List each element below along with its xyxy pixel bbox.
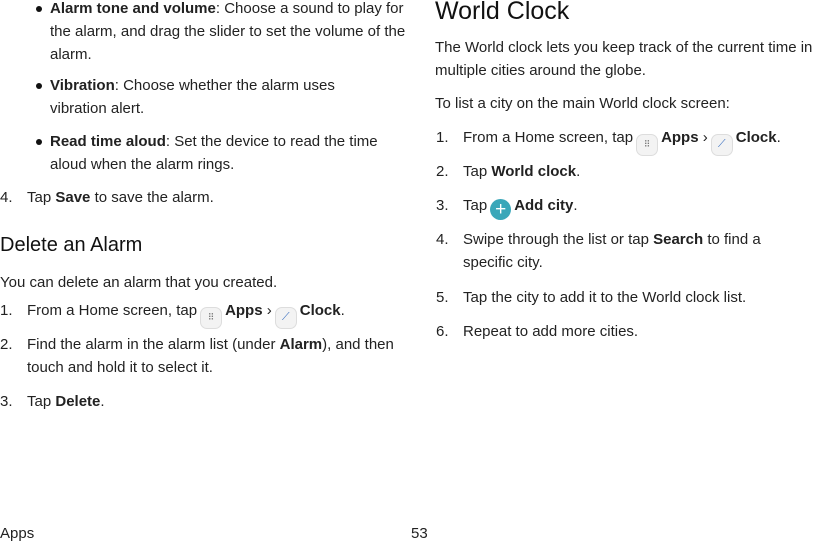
apps-icon: ⠿ — [636, 134, 658, 156]
text: ), and then touch and hold it to select it. — [27, 336, 394, 376]
text: Tap — [27, 189, 56, 206]
text: Tap — [463, 197, 488, 214]
desc: : Choose whether the alarm uses vibration alert. — [50, 77, 335, 117]
wc-step-6 — [436, 320, 638, 343]
bullet-read-time — [50, 130, 410, 176]
step-number: 2. — [436, 163, 449, 180]
text: Find the alarm in the alarm list (under — [27, 336, 280, 353]
delete-step-3 — [0, 390, 105, 413]
wc-step-3 — [436, 194, 578, 220]
desc: : Choose a sound to play for the alarm, and drag the slider to set the volume of the alarm. — [50, 0, 406, 63]
text: Tap the city to add it to the World clock list. — [463, 289, 747, 306]
apps-icon: ⠿ — [200, 307, 222, 329]
clock-icon: ⟋ — [275, 307, 297, 329]
bullet-dot — [36, 139, 42, 145]
bold: Clock — [735, 129, 777, 146]
delete-intro: You can delete an alarm that you created. — [0, 274, 278, 291]
wc-step-1 — [436, 126, 832, 156]
separator: › — [266, 302, 272, 319]
bold: Delete — [55, 393, 101, 410]
world-clock-intro: The World clock lets you keep track of the current time in multiple cities around the globe. — [435, 39, 813, 79]
step-number: 5. — [436, 289, 449, 306]
bold: Alarm — [279, 336, 323, 353]
footer-section: Apps — [0, 525, 35, 542]
text: to find a specific city. — [463, 231, 761, 271]
step-save — [0, 186, 427, 209]
step-number: 3. — [436, 197, 449, 214]
text: Tap — [463, 163, 492, 180]
bold: World clock — [491, 163, 577, 180]
wc-step-5 — [436, 286, 746, 309]
step-number: 3. — [0, 393, 13, 410]
heading-delete-alarm: Delete an Alarm — [0, 234, 143, 256]
add-icon: + — [490, 199, 511, 220]
delete-step-2 — [0, 333, 402, 379]
text: From a Home screen, tap — [463, 129, 634, 146]
bold: Search — [653, 231, 704, 248]
bullet-vibration — [50, 74, 380, 120]
bold: Add city — [514, 197, 574, 214]
wc-step-4 — [436, 228, 808, 274]
step-number: 2. — [0, 336, 13, 353]
bullet-dot — [36, 6, 42, 12]
text: From a Home screen, tap — [27, 302, 198, 319]
world-clock-lead: To list a city on the main World clock screen: — [435, 95, 730, 112]
text: Swipe through the list or tap — [463, 231, 654, 248]
text: . — [573, 197, 578, 214]
wc-step-2 — [436, 160, 580, 183]
bold: Clock — [299, 302, 341, 319]
bold: Apps — [225, 302, 263, 319]
desc: : Set the device to read the time aloud when the alarm rings. — [50, 133, 378, 173]
bullet-alarm-tone — [50, 0, 410, 66]
delete-step-1 — [0, 299, 407, 329]
term: Alarm tone and volume — [50, 0, 216, 17]
step-number: 4. — [436, 231, 449, 248]
bullet-dot — [36, 83, 42, 89]
text: to save the alarm. — [90, 189, 214, 206]
text: . — [776, 129, 781, 146]
bold: Apps — [661, 129, 699, 146]
heading-world-clock: World Clock — [435, 0, 570, 25]
text: . — [576, 163, 581, 180]
text: . — [100, 393, 105, 410]
step-number: 4. — [0, 189, 13, 206]
step-number: 1. — [0, 302, 13, 319]
text: Tap — [27, 393, 56, 410]
bold: Save — [55, 189, 91, 206]
term: Vibration — [50, 77, 115, 94]
clock-icon: ⟋ — [711, 134, 733, 156]
step-number: 1. — [436, 129, 449, 146]
step-number: 6. — [436, 323, 449, 340]
text: Repeat to add more cities. — [463, 323, 639, 340]
text: . — [340, 302, 345, 319]
separator: › — [702, 129, 708, 146]
term: Read time aloud — [50, 133, 166, 150]
page-number: 53 — [411, 525, 428, 542]
